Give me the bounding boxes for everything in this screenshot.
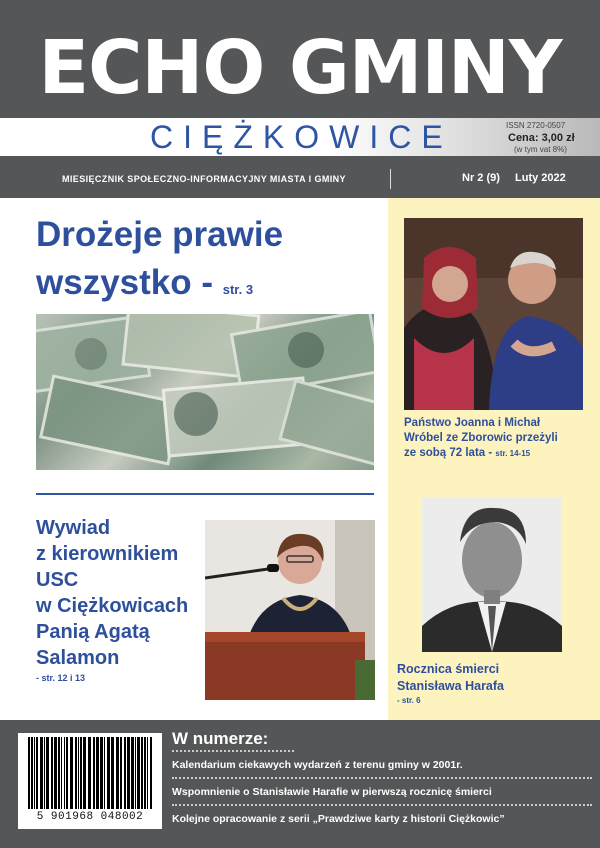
barcode-bar (111, 737, 114, 809)
barcode-bar (124, 737, 126, 809)
barcode-bar (127, 737, 130, 809)
issue-number: Nr 2 (9) (462, 172, 500, 184)
couple-illustration (404, 218, 583, 410)
interview-page-ref: - str. 12 i 13 (36, 673, 86, 683)
speaker-illustration (205, 520, 375, 700)
town-name: CIĘŻKOWICE (150, 119, 453, 155)
contents-item[interactable]: Kolejne opracowanie z serii „Prawdziwe karty z historii Ciężkowic” (172, 813, 505, 825)
barcode-bar (44, 737, 45, 809)
tagline: MIESIĘCZNIK SPOŁECZNO-INFORMACYJNY MIASTA I GMINY (62, 174, 346, 184)
barcode-bar (36, 737, 38, 809)
anniversary-caption-line: Stanisława Harafa (397, 679, 504, 693)
barcode-bar (46, 737, 49, 809)
vat-note: (w tym vat 8%) (514, 145, 567, 154)
barcode-bar (120, 737, 122, 809)
harafa-portrait[interactable] (422, 498, 562, 652)
barcode-bar (66, 737, 68, 809)
barcode-bar (100, 737, 103, 809)
barcode-bar (137, 737, 140, 809)
barcode-bar (96, 737, 99, 809)
barcode-bar (144, 737, 146, 809)
barcode-bar (58, 737, 60, 809)
barcode-bar (141, 737, 143, 809)
masthead-title: ECHO GMINY (38, 25, 562, 111)
contents-item[interactable]: Kalendarium ciekawych wydarzeń z terenu gminy w 2001r. (172, 759, 463, 771)
contents-dots (172, 750, 294, 752)
barcode-bar (61, 737, 62, 809)
barcode-bar (107, 737, 110, 809)
couple-page-ref: str. 14-15 (495, 449, 531, 458)
interview-headline[interactable] (36, 515, 211, 685)
barcode-bar (83, 737, 86, 809)
barcode-bar (40, 737, 43, 809)
interview-line: Panią Agatą (36, 621, 150, 643)
banknotes-illustration (36, 314, 374, 470)
lead-line-1: Drożeje prawie (36, 215, 284, 254)
issue-date: Luty 2022 (515, 172, 566, 184)
barcode-bar (64, 737, 65, 809)
couple-photo[interactable] (404, 218, 583, 410)
barcode-bar (28, 737, 30, 809)
contents-dots (172, 804, 592, 806)
barcode-bar (135, 737, 136, 809)
couple-caption-line: Wróbel ze Zborowic przeżyli (404, 432, 558, 444)
barcode-bar (51, 737, 53, 809)
barcode-bar (116, 737, 119, 809)
barcode-bars (18, 733, 162, 813)
couple-caption-line: Państwo Joanna i Michał (404, 417, 541, 429)
speaker-photo[interactable] (205, 520, 375, 700)
barcode-bar (31, 737, 33, 809)
barcode-bar (150, 737, 152, 809)
couple-caption-line: ze sobą 72 lata - (404, 447, 493, 459)
barcode-bar (34, 737, 35, 809)
lead-headline[interactable] (36, 211, 376, 314)
interview-line: Wywiad (36, 517, 111, 539)
barcode-bar (147, 737, 148, 809)
barcode-bar (75, 737, 77, 809)
barcode-bar (88, 737, 91, 809)
barcode-bar (131, 737, 134, 809)
contents-dots (172, 777, 592, 779)
info-divider (390, 169, 391, 189)
interview-line: w Ciężkowicach (36, 595, 189, 617)
anniversary-caption[interactable] (397, 661, 582, 707)
banknotes-photo[interactable] (36, 314, 374, 470)
lead-line-2: wszystko - (36, 263, 213, 302)
barcode-bar (78, 737, 79, 809)
issn-number: ISSN 2720-0507 (506, 121, 566, 130)
barcode-bar (54, 737, 57, 809)
barcode-bar (93, 737, 95, 809)
contents-item[interactable]: Wspomnienie o Stanisławie Harafie w pierwszą rocznicę śmierci (172, 786, 492, 798)
interview-line: Salamon (36, 647, 120, 669)
barcode-number: 5 901968 048002 (36, 811, 144, 823)
section-divider (36, 493, 374, 495)
contents-title: W numerze: (172, 729, 269, 748)
anniversary-page-ref: - str. 6 (397, 696, 421, 705)
barcode-bar (80, 737, 82, 809)
portrait-illustration (422, 498, 562, 652)
barcode-bar (104, 737, 105, 809)
interview-line: USC (36, 569, 79, 591)
price-label: Cena: 3,00 zł (508, 132, 575, 144)
interview-line: z kierownikiem (36, 543, 179, 565)
lead-page-ref: str. 3 (222, 282, 254, 297)
anniversary-caption-line: Rocznica śmierci (397, 662, 500, 676)
couple-caption[interactable] (404, 416, 589, 461)
barcode-bar (70, 737, 73, 809)
